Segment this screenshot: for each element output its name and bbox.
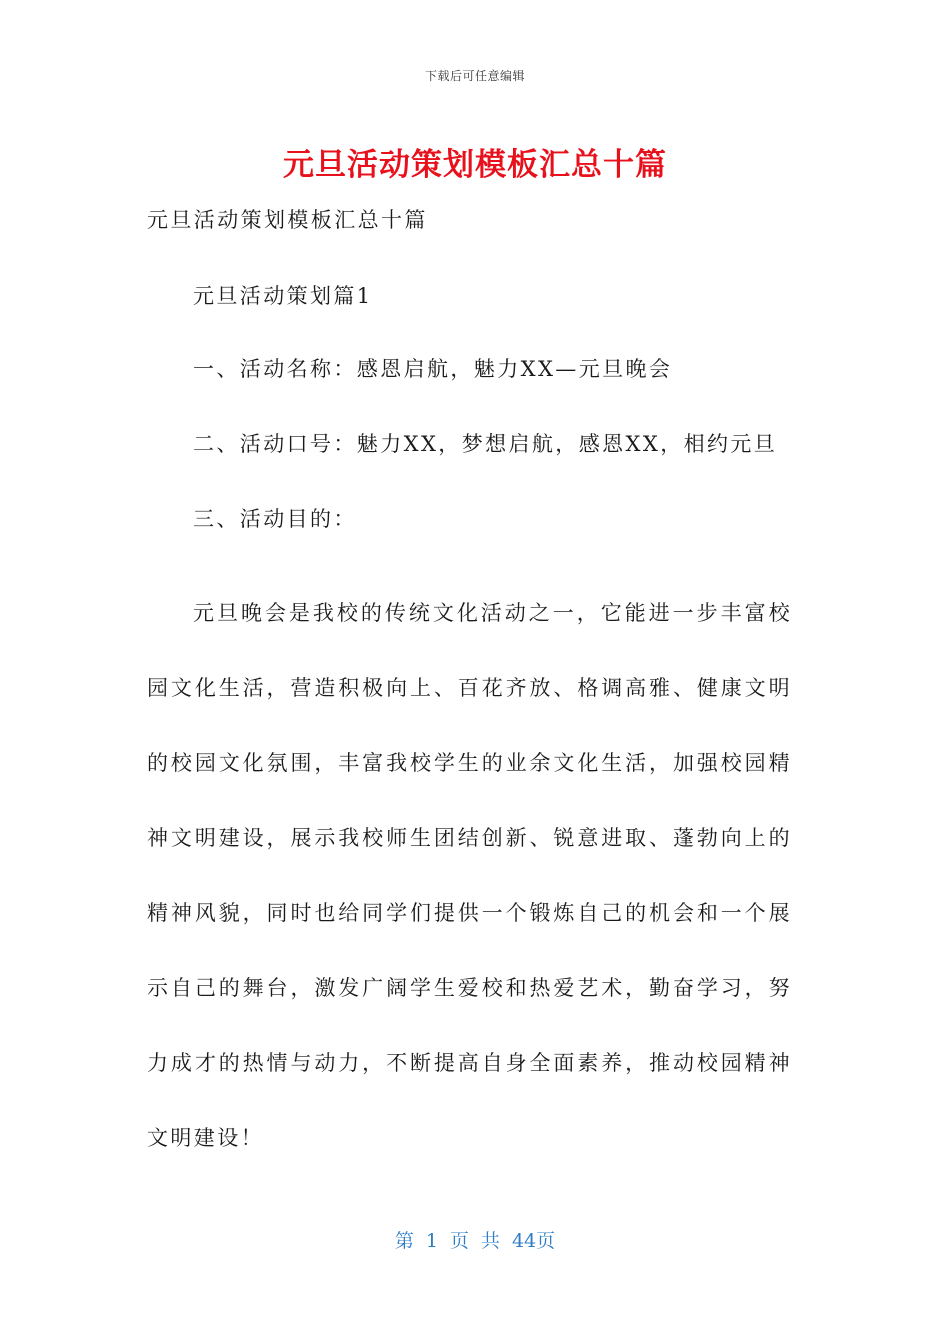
- item-activity-name: 一、活动名称：感恩启航，魅力XX—元旦晚会: [193, 357, 673, 381]
- document-title: 元旦活动策划模板汇总十篇: [283, 147, 667, 183]
- footer-total-prefix: 共: [480, 1230, 500, 1252]
- document-subtitle: 元旦活动策划模板汇总十篇: [147, 208, 428, 232]
- footer-total-pages: 44页: [511, 1230, 556, 1252]
- item-activity-slogan: 二、活动口号：魅力XX，梦想启航，感恩XX，相约元旦: [193, 432, 778, 456]
- footer-page-mid: 页: [449, 1230, 469, 1252]
- item-activity-purpose: 三、活动目的：: [193, 507, 357, 531]
- page-footer: [0, 1226, 950, 1253]
- section-heading: 元旦活动策划篇1: [193, 284, 373, 308]
- footer-page-number: 1: [425, 1230, 438, 1252]
- header-note: 下载后可任意编辑: [424, 69, 525, 83]
- footer-page-prefix: 第: [394, 1230, 414, 1252]
- body-paragraph: 元旦晚会是我校的传统文化活动之一，它能进一步丰富校园文化生活，营造积极向上、百花齐放、格调高雅、健康文明的校园文化氛围，丰富我校学生的业余文化生活，加强校园精神文明建设，展示我校师生团结创新、锐意进取、蓬勃向上的精神风貌，同时也给同学们提供一个锻炼自己的机会和一个展示自己的舞台，激发广阔学生爱校和热爱艺术，勤奋学习，努力成才的热情与动力，不断提高自身全面素养，推动校园精神文明建设！: [147, 601, 792, 1150]
